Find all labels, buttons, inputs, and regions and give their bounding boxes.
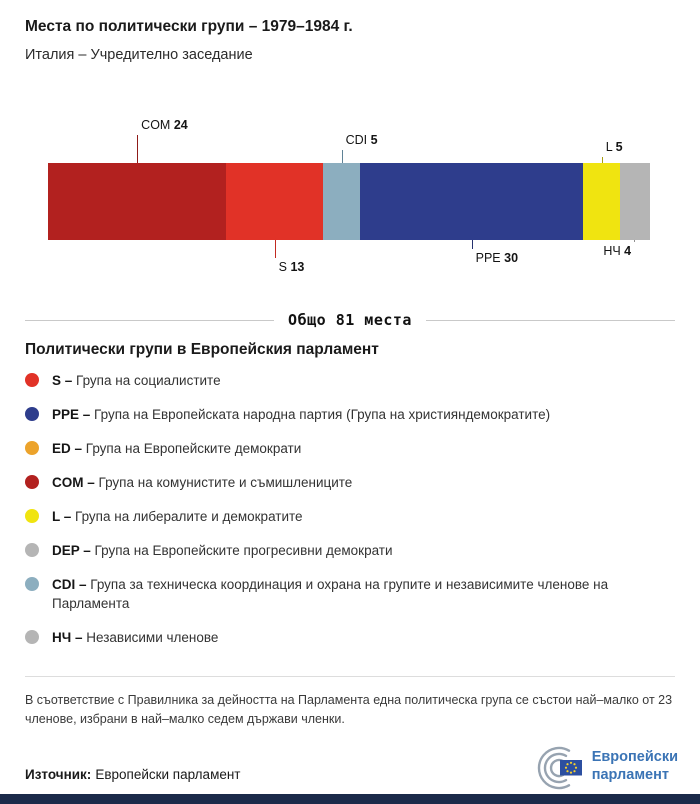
legend-desc: Група на Европейските прогресивни демократи [94,543,393,558]
legend-desc: Група на Европейските демократи [85,441,302,456]
legend-label [52,371,661,390]
legend-desc: Група на Европейската народна партия (Група на християндемократите) [94,407,551,422]
bar-label-L: L 5 [605,140,623,154]
leader-line-CDI [342,150,343,163]
bar-segment-НЧ[interactable] [620,163,650,240]
leader-line-НЧ [634,240,635,242]
legend-dot-icon [25,577,39,591]
legend-label [52,439,661,458]
legend-desc: Група на социалистите [76,373,221,388]
source-value: Европейски парламент [95,767,241,782]
bar-segment-S[interactable] [226,163,323,240]
legend-abbr: S – [52,373,77,388]
leader-line-PPE [472,240,473,249]
legend-abbr: DEP – [52,543,95,558]
seats-chart [48,120,650,288]
ep-logo-line1: Европейски [591,748,678,765]
total-rule-right [426,320,675,321]
legend-item-DEP [25,541,661,560]
legend-dot-icon [25,475,39,489]
bar-segment-CDI[interactable] [323,163,360,240]
bar-segment-PPE[interactable] [360,163,583,240]
ep-logo-line2: парламент [591,767,669,783]
legend-abbr: ED – [52,441,86,456]
bar-label-PPE: PPE 30 [475,251,519,265]
legend-dot-icon [25,441,39,455]
legend-abbr: COM – [52,475,99,490]
legend-desc: Група на комунистите и съмишлениците [98,475,353,490]
total-rule-left [25,320,274,321]
legend-label [52,405,661,424]
footnote-text: В съответствие с Правилника за дейността на Парламента една политическа група се състои най–малко от 23 членове, избрани в най–малко седем държави членки. [25,693,673,727]
total-seats-label: Общо 81 места [288,311,412,329]
legend [25,371,661,662]
legend-label [52,473,661,492]
footnote-divider [25,676,675,677]
bar-label-COM: COM 24 [141,118,188,132]
legend-label [52,507,661,526]
legend-desc: Независими членове [86,630,219,645]
page-title: Места по политически групи – 1979–1984 г. [25,18,353,35]
legend-label [52,628,661,647]
footer-bar [0,794,700,804]
legend-item-S [25,371,661,390]
bar-segment-COM[interactable] [48,163,226,240]
legend-dot-icon [25,509,39,523]
legend-dot-icon [25,373,39,387]
bar-label-CDI: CDI 5 [345,133,378,147]
bar-labels-bottom [48,240,650,288]
ep-logo-mark [525,742,583,790]
legend-abbr: CDI – [52,577,91,592]
legend-abbr: L – [52,509,76,524]
page-subtitle: Италия – Учредително заседание [25,47,253,63]
legend-label [52,541,661,560]
legend-item-CDI [25,575,661,613]
legend-dot-icon [25,543,39,557]
ep-logo-text [592,748,678,784]
legend-abbr: PPE – [52,407,95,422]
bar-labels-top [48,120,650,163]
legend-heading: Политически групи в Европейския парламент [25,341,379,358]
leader-line-COM [137,135,138,163]
source-label: Източник: [25,767,92,782]
leader-line-S [275,240,276,258]
bar-segment-L[interactable] [583,163,620,240]
legend-desc: Група за техническа координация и охрана на групите и независимите членове на Парламента [52,577,609,611]
legend-item-PPE [25,405,661,424]
bar-label-S: S 13 [278,260,305,274]
legend-label [52,575,661,613]
total-seats-row [25,311,675,329]
legend-item-L [25,507,661,526]
legend-desc: Група на либералите и демократите [75,509,303,524]
ep-logo [525,742,678,790]
legend-item-ED [25,439,661,458]
legend-item-COM [25,473,661,492]
legend-item-НЧ [25,628,661,647]
legend-abbr: НЧ – [52,630,87,645]
stacked-bar [48,163,650,240]
legend-dot-icon [25,407,39,421]
legend-dot-icon [25,630,39,644]
source-line [25,767,241,782]
bar-label-НЧ: НЧ 4 [603,244,632,258]
